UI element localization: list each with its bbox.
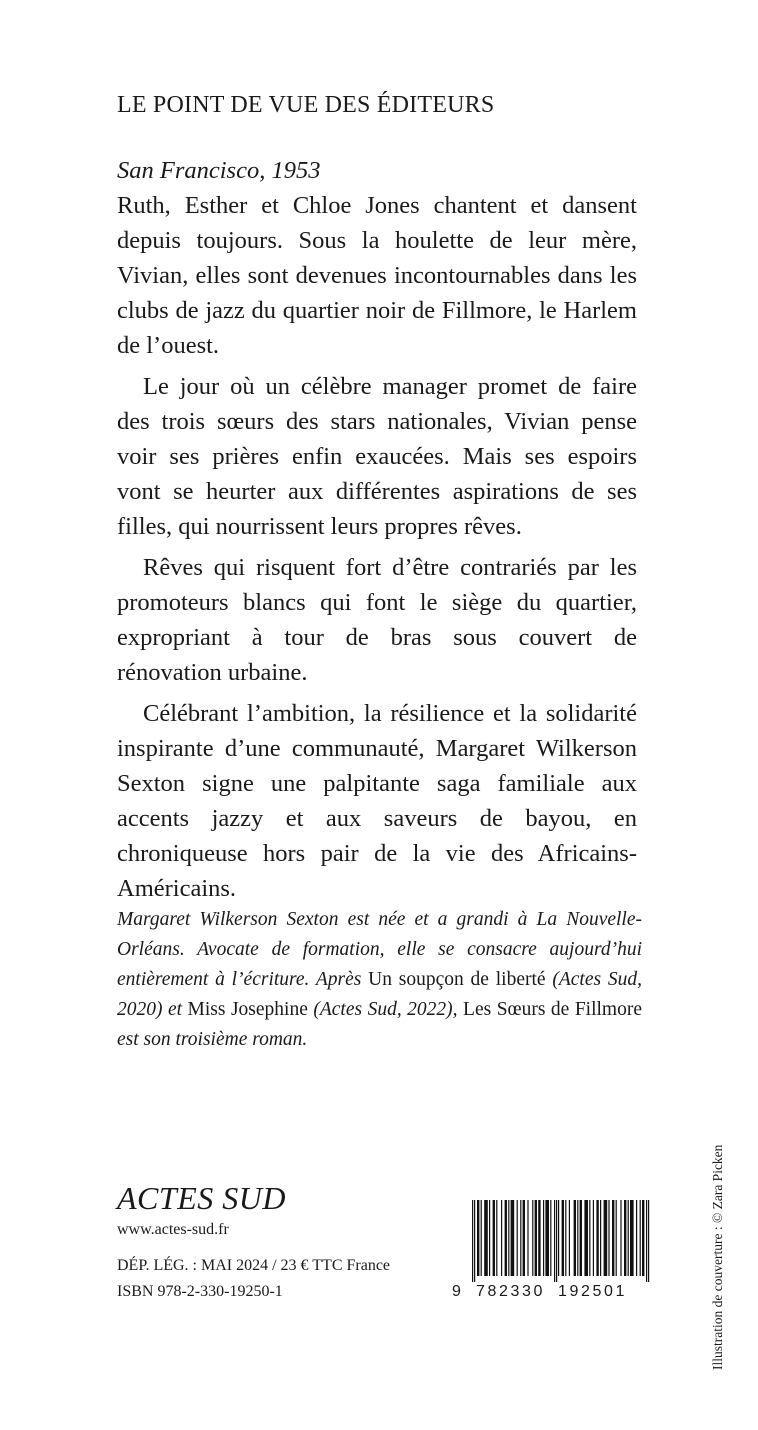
barcode-bar — [565, 1200, 566, 1276]
barcode-bar — [574, 1200, 576, 1276]
barcode-bar — [636, 1200, 637, 1276]
bio-title-1: Un soupçon de liberté — [368, 969, 546, 990]
barcode-bar — [477, 1200, 479, 1276]
barcode-group-1: 782330 — [476, 1283, 545, 1300]
barcode-bar — [589, 1200, 590, 1276]
barcode-bar — [496, 1200, 497, 1276]
barcode-bar — [501, 1200, 502, 1276]
legal-info — [117, 1253, 390, 1305]
barcode-bar — [511, 1200, 515, 1276]
barcode-bar — [642, 1200, 644, 1276]
barcode-bar — [481, 1200, 482, 1276]
summary-paragraph-4: Célébrant l’ambition, la résilience et la solidarité inspirante d’une communauté, Margaret Wilkerson Sexton signe une palpitante saga familiale aux accents jazzy et aux saveurs de bayou, en chroniqueuse hors pair de la vie des Africains-Américains. — [117, 700, 637, 902]
barcode-bar — [543, 1200, 544, 1276]
barcode-bar — [569, 1200, 570, 1276]
publisher-website: www.actes-sud.fr — [117, 1221, 229, 1238]
barcode-bar — [620, 1200, 621, 1276]
barcode-lead-digit: 9 — [452, 1283, 464, 1300]
summary-paragraph-1 — [117, 153, 637, 363]
barcode-bar — [600, 1200, 601, 1276]
barcode-bar — [577, 1200, 578, 1276]
barcode-bar — [545, 1200, 549, 1276]
summary-paragraph-3: Rêves qui risquent fort d’être contrariés par les promoteurs blancs qui font le siège du quartier, expropriant à tour de bras sous couvert de rénovation urbaine. — [117, 554, 637, 686]
barcode-bar — [624, 1200, 626, 1276]
barcode-bar — [596, 1200, 598, 1276]
barcode-guard-bar — [554, 1200, 555, 1282]
barcode-group-2: 192501 — [558, 1283, 627, 1300]
barcode-bar — [584, 1200, 588, 1276]
barcode-bar — [630, 1200, 634, 1276]
barcode-bar — [628, 1200, 629, 1276]
barcode-bar — [535, 1200, 537, 1276]
barcode-bar — [517, 1200, 518, 1276]
barcode-bar — [562, 1200, 564, 1276]
bio-text-3: (Actes Sud, 2022), — [307, 999, 464, 1020]
barcode-bar — [612, 1200, 614, 1276]
summary-text-1: Ruth, Esther et Chloe Jones chantent et dansent depuis toujours. Sous la houlette de leur mère, Vivian, elles sont devenues incontournables dans les clubs de jazz du quartier noir de Fillmore, le Harlem de l’ouest. — [117, 192, 637, 359]
barcode-bar — [616, 1200, 617, 1276]
bio-text-1: Margaret Wilkerson Sexton est née et a grandi à La Nouvelle-Orléans. Avocate de formation, elle se consacre aujourd’hui entièrement à l’écriture. Après — [117, 909, 642, 990]
bio-title-2: Miss Josephine — [187, 999, 308, 1020]
bio-text-2: (Actes Sud, 2020) et — [117, 969, 642, 1020]
summary-paragraph-2: Le jour où un célèbre manager promet de faire des trois sœurs des stars nationales, Vivian pense voir ses prières enfin exaucées. Mais ses espoirs vont se heurter aux différentes aspirations de ses filles, qui nourrissent leurs propres rêves. — [117, 373, 637, 540]
barcode-guard-bar — [474, 1200, 475, 1282]
barcode-bar — [484, 1200, 488, 1276]
barcode-bar — [558, 1200, 559, 1276]
section-heading: LE POINT DE VUE DES ÉDITEURS — [117, 92, 495, 118]
legal-deposit: DÉP. LÉG. : MAI 2024 / 23 € TTC France — [117, 1257, 391, 1274]
barcode-bar — [532, 1200, 533, 1276]
bio-title-3: Les Sœurs de Fillmore — [463, 999, 642, 1020]
barcode-bar — [550, 1200, 551, 1276]
barcode-bar — [489, 1200, 490, 1276]
barcode-bar — [538, 1200, 540, 1276]
place-date: San Francisco, 1953 — [117, 157, 321, 184]
barcode-guard-bar — [648, 1200, 649, 1282]
barcode-bar — [527, 1200, 528, 1276]
barcode-guard-bar — [472, 1200, 473, 1282]
barcode-bars — [452, 1200, 652, 1285]
barcode-bar — [604, 1200, 608, 1276]
isbn: ISBN 978-2-330-19250-1 — [117, 1283, 283, 1300]
bio-text-4: est son troisième roman. — [117, 1029, 308, 1050]
author-bio — [117, 905, 642, 1055]
barcode-bar — [580, 1200, 582, 1276]
barcode-bar — [520, 1200, 521, 1276]
barcode-bar — [608, 1200, 609, 1276]
barcode-bar — [508, 1200, 509, 1276]
barcode-bar — [505, 1200, 507, 1276]
barcode-bar — [593, 1200, 594, 1276]
barcode-bar — [493, 1200, 495, 1276]
barcode-guard-bar — [556, 1200, 557, 1282]
barcode-bar — [640, 1200, 641, 1276]
publisher-logo: ACTES SUD — [117, 1180, 286, 1216]
barcode-bar — [523, 1200, 525, 1276]
book-summary — [117, 153, 637, 906]
cover-credit: Illustration de couverture : © Zara Picken — [710, 1144, 725, 1370]
barcode-guard-bar — [646, 1200, 647, 1282]
barcode — [452, 1200, 652, 1310]
